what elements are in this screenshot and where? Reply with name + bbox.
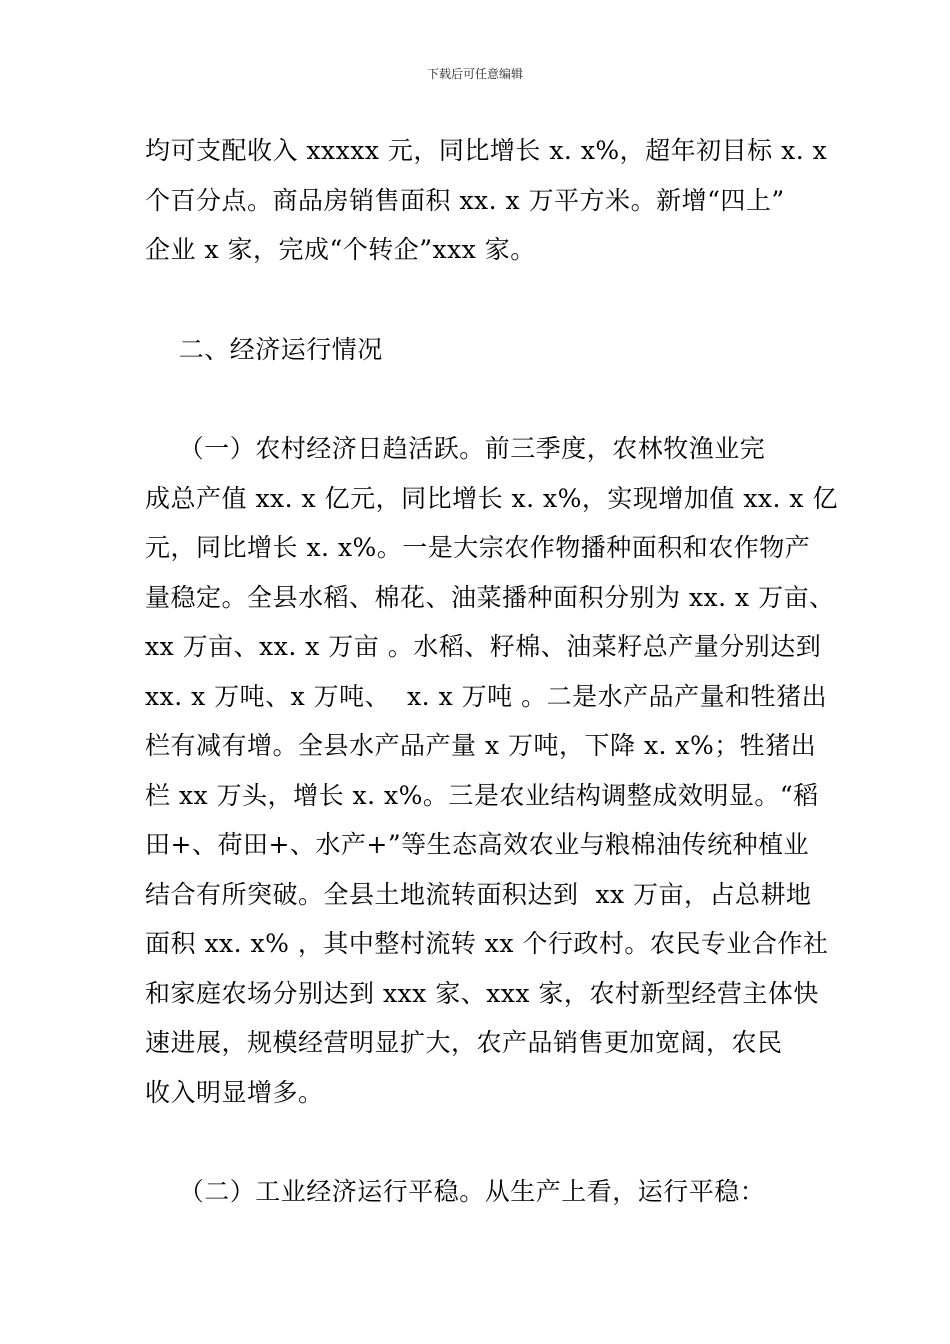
body-line: xx. x 万吨、x 万吨、 x. x 万吨 。二是水产品产量和牲猪出 <box>145 682 828 711</box>
body-line: 和家庭农场分别达到 xxx 家、xxx 家，农村新型经营主体快 <box>145 979 819 1008</box>
body-line: 栏有减有增。全县水产品产量 x 万吨，下降 x. x%；牲猪出 <box>145 731 817 760</box>
body-line: 收入明显增多。 <box>145 1078 324 1107</box>
body-line: （一）农村经济日趋活跃。前三季度，农林牧渔业完 <box>145 434 766 463</box>
page-header: 下载后可任意编辑 <box>426 67 523 81</box>
body-line: xx 万亩、xx. x 万亩 。水稻、籽棉、油菜籽总产量分别达到 <box>145 632 822 661</box>
body-line: （二）工业经济运行平稳。从生产上看，运行平稳： <box>145 1177 766 1206</box>
body-line: 均可支配收入 xxxxx 元，同比增长 x. x%，超年初目标 x. x <box>145 136 828 165</box>
body-line: 面积 xx. x% ，其中整村流转 xx 个行政村。农民专业合作社 <box>145 929 829 958</box>
body-line: 个百分点。商品房销售面积 xx. x 万平方米。新增“四上” <box>145 186 785 215</box>
section-heading: 二、经济运行情况 <box>145 335 383 364</box>
body-line: 企业 x 家，完成“个转企”xxx 家。 <box>145 235 536 264</box>
body-line: 成总产值 xx. x 亿元，同比增长 x. x%，实现增加值 xx. x 亿 <box>145 484 838 513</box>
body-line: 田+、荷田+、水产+”等生态高效农业与粮棉油传统种植业 <box>145 830 810 859</box>
body-line: 元，同比增长 x. x%。一是大宗农作物播种面积和农作物产 <box>145 533 811 562</box>
body-line: 栏 xx 万头，增长 x. x%。三是农业结构调整成效明显。“稻 <box>145 781 819 810</box>
body-line: 速进展，规模经营明显扩大，农产品销售更加宽阔，农民 <box>145 1028 783 1057</box>
body-line: 结合有所突破。全县土地流转面积达到 xx 万亩，占总耕地 <box>145 880 812 909</box>
body-line: 量稳定。全县水稻、棉花、油菜播种面积分别为 xx. x 万亩、 <box>145 583 835 612</box>
